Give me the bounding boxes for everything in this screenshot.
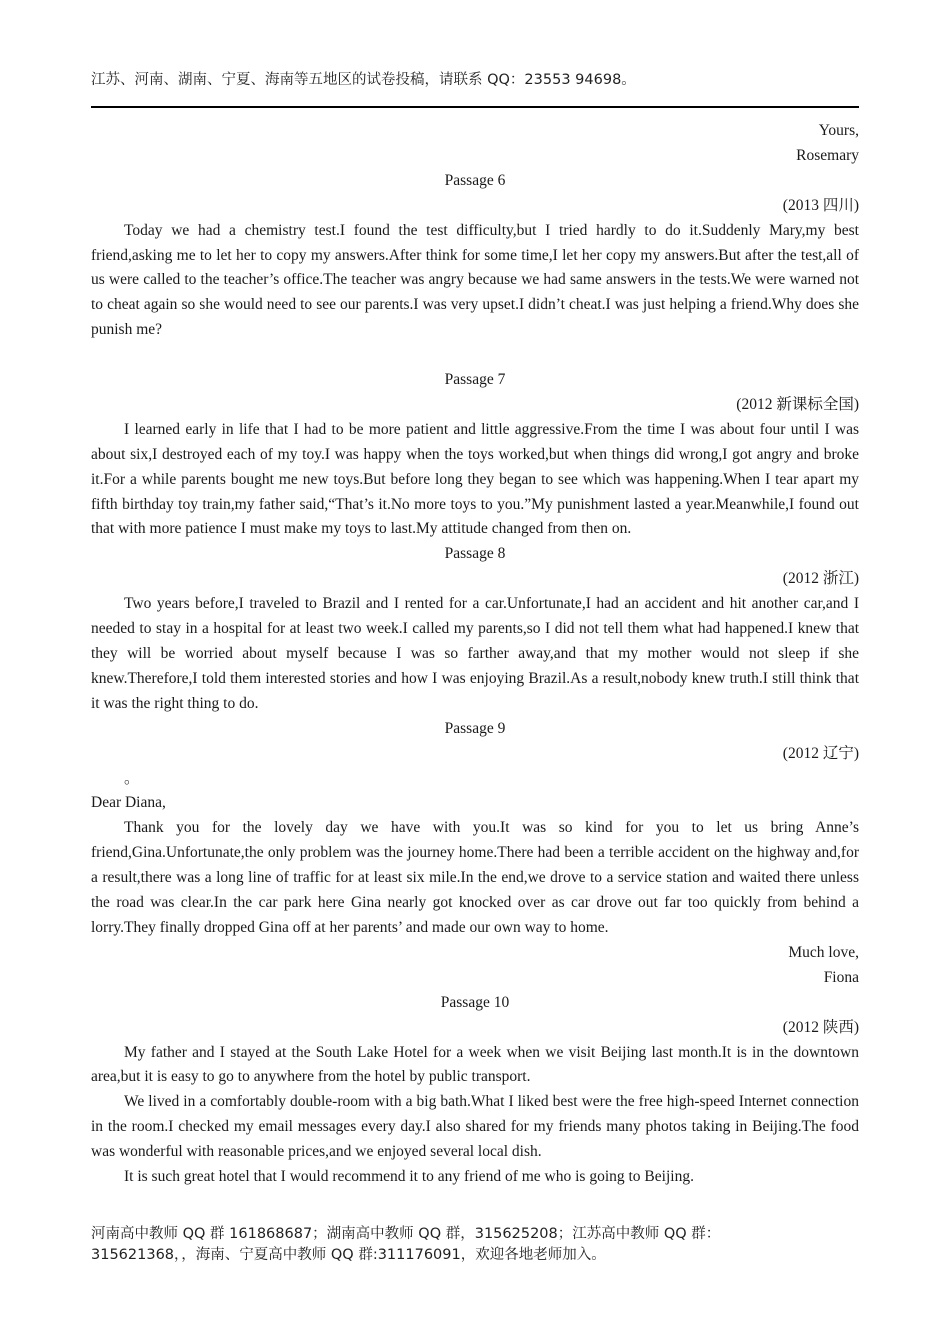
passage-7-title: Passage 7 <box>444 371 506 389</box>
passage-7-body: I learned early in life that I had to be more patient and little aggressive.From the time I was about four until I was about six,I destroyed each of my toy.I was happy when the toys worked,but when things did wrong,I got angry and broke it.For a while parents bought me new toys.But before long they began to see which was happening.When I tear apart my fifth birthday toy train,my father said,“That’s it.No more toys to you.”My punishment lasted a year.Meanwhile,I found out that with more patience I must make my toys to last.My attitude changed from then on. <box>91 420 859 538</box>
passage-6-body: Today we had a chemistry test.I found the test difficulty,but I tried hardly to do it.Suddenly Mary,my best friend,asking me to let her to copy my answers.After think for some time,I let her copy my answers.But after the test,all of us were called to the teacher’s office.The teacher was angry because we had same answers in the tests.We were warned not to cheat again so she would need to see our parents.I was very upset.I didn’t cheat.I was just helping a friend.Why does she punish me? <box>91 221 859 339</box>
passage-9-mark: 。 <box>124 769 140 787</box>
spacer <box>91 343 859 368</box>
footer-line-2: 315621368，，海南、宁夏高中教师 QQ 群:311176091，欢迎各地老师加入。 <box>91 1247 606 1263</box>
signature-rosemary: Rosemary <box>796 146 859 164</box>
passage-10-source: (2012 陕西) <box>782 1018 859 1036</box>
passage-8-title: Passage 8 <box>444 545 506 563</box>
passage-9-body: Thank you for the lovely day we have with you.It was so kind for you to let us bring Anne’s friend,Gina.Unfortunate,the only problem was the journey home.There had been a terrible accident on the highway and,for a result,there was a long line of traffic for at least six mile.In the end,we drove to a service station and waited there unless the road was clear.In the car park here Gina nearly got knocked over as car drove out far too quickly from behind a lorry.They finally dropped Gina off at her parents’ and made our own way to home. <box>91 819 859 936</box>
page-footer <box>91 1224 859 1266</box>
passage-10-paragraph-1: My father and I stayed at the South Lake Hotel for a week when we visit Beijing last month.It is in the downtown area,but it is easy to go to anywhere from the hotel by public transport. <box>91 1043 859 1086</box>
passage-9-source: (2012 辽宁) <box>782 744 859 762</box>
closing-yours: Yours, <box>818 122 859 139</box>
footer-line-1: 河南高中教师 QQ 群 161868687；湖南高中教师 QQ 群，315625208；江苏高中教师 QQ 群： <box>91 1226 721 1242</box>
passage-10-paragraph-3: It is such great hotel that I would recommend it to any friend of me who is going to Beijing. <box>124 1168 694 1186</box>
passage-9-greeting: Dear Diana, <box>91 794 166 812</box>
passage-7-source: (2012 新课标全国) <box>736 395 859 413</box>
passage-6-source: (2013 四川) <box>782 196 859 214</box>
document-body <box>91 119 859 1190</box>
passage-9-title: Passage 9 <box>444 719 506 737</box>
passage-6-title: Passage 6 <box>444 171 506 189</box>
passage-9-closing: Much love, <box>788 943 859 961</box>
passage-9-signature: Fiona <box>823 968 859 986</box>
passage-10-title: Passage 10 <box>440 993 510 1011</box>
header-divider <box>91 106 859 108</box>
passage-8-source: (2012 浙江) <box>782 570 859 588</box>
page-header: 江苏、河南、湖南、宁夏、海南等五地区的试卷投稿，请联系 QQ：23553 94698。 <box>91 72 636 88</box>
passage-8-body: Two years before,I traveled to Brazil and I rented for a car.Unfortunate,I had an accident and hit another car,and I needed to stay in a hospital for at least two week.I called my parents,so I did not tell them what had happened.I knew that they will be worried about myself because I was so farther away,and that my mother would not sleep if she knew.Therefore,I told them interested stories and how I was enjoying Brazil.As a result,nobody knew truth.I still think that it was the right thing to do. <box>91 595 859 712</box>
passage-10-paragraph-2: We lived in a comfortably double-room with a big bath.What I liked best were the free high-speed Internet connection in the room.I checked my email messages every day.I also shared for my friends many photos taking in Beijing.The food was wonderful with reasonable prices,and we enjoyed several local dish. <box>91 1093 859 1161</box>
